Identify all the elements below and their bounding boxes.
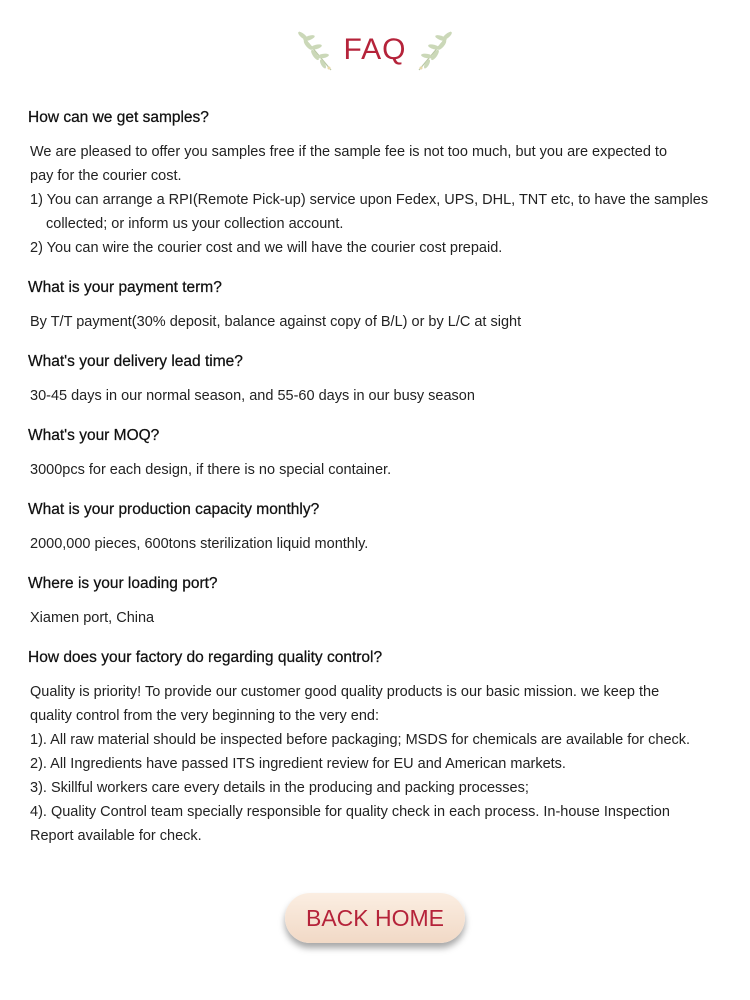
answer-line: collected; or inform us your collection account. (46, 216, 344, 232)
leaf-sprig-right-icon (415, 26, 457, 74)
answer-line: We are pleased to offer you samples free if the sample fee is not too much, but you are expected to (30, 144, 668, 160)
answer-line: 3). Skillful workers care every details in the producing and packing processes; (30, 780, 529, 796)
faq-answer-loading-port (30, 606, 718, 630)
faq-question-samples: How can we get samples? (28, 109, 209, 126)
answer-line: Quality is priority! To provide our customer good quality products is our basic mission. we keep the (30, 684, 660, 700)
answer-line: 1). All raw material should be inspected before packaging; MSDS for chemicals are available for check. (30, 732, 691, 748)
answer-line: 30-45 days in our normal season, and 55-60 days in our busy season (30, 388, 475, 404)
faq-question-moq: What's your MOQ? (28, 427, 160, 444)
answer-line: quality control from the very beginning to the very end: (30, 708, 379, 724)
back-home-button[interactable]: BACK HOME (285, 893, 465, 943)
faq-question-capacity: What is your production capacity monthly? (28, 501, 320, 518)
answer-line: 2000,000 pieces, 600tons sterilization liquid monthly. (30, 536, 369, 552)
answer-line: 2). All Ingredients have passed ITS ingredient review for EU and American markets. (30, 756, 566, 772)
answer-line: 3000pcs for each design, if there is no special container. (30, 462, 392, 478)
answer-line: pay for the courier cost. (30, 168, 182, 184)
faq-answer-quality-control (30, 680, 718, 848)
back-home-wrapper (0, 893, 750, 943)
answer-line: 1) You can arrange a RPI(Remote Pick-up) service upon Fedex, UPS, DHL, TNT etc, to have the samples (30, 192, 709, 208)
faq-question-loading-port: Where is your loading port? (28, 575, 218, 592)
leaf-sprig-left-icon (293, 26, 335, 74)
faq-question-lead-time: What's your delivery lead time? (28, 353, 243, 370)
faq-answer-payment (30, 310, 718, 334)
faq-question-quality-control: How does your factory do regarding quality control? (28, 649, 383, 666)
answer-line: By T/T payment(30% deposit, balance against copy of B/L) or by L/C at sight (30, 314, 522, 330)
faq-answer-capacity (30, 532, 718, 556)
faq-answer-moq (30, 458, 718, 482)
answer-line: Xiamen port, China (30, 610, 155, 626)
faq-header (0, 22, 750, 78)
faq-question-payment: What is your payment term? (28, 279, 222, 296)
page-title: FAQ (343, 33, 407, 66)
faq-answer-samples (30, 140, 718, 260)
answer-line: 4). Quality Control team specially responsible for quality check in each process. In-house Inspection (30, 804, 670, 820)
faq-answer-lead-time (30, 384, 718, 408)
faq-list (28, 108, 718, 866)
answer-line: 2) You can wire the courier cost and we will have the courier cost prepaid. (30, 240, 503, 256)
answer-line: Report available for check. (30, 828, 202, 844)
